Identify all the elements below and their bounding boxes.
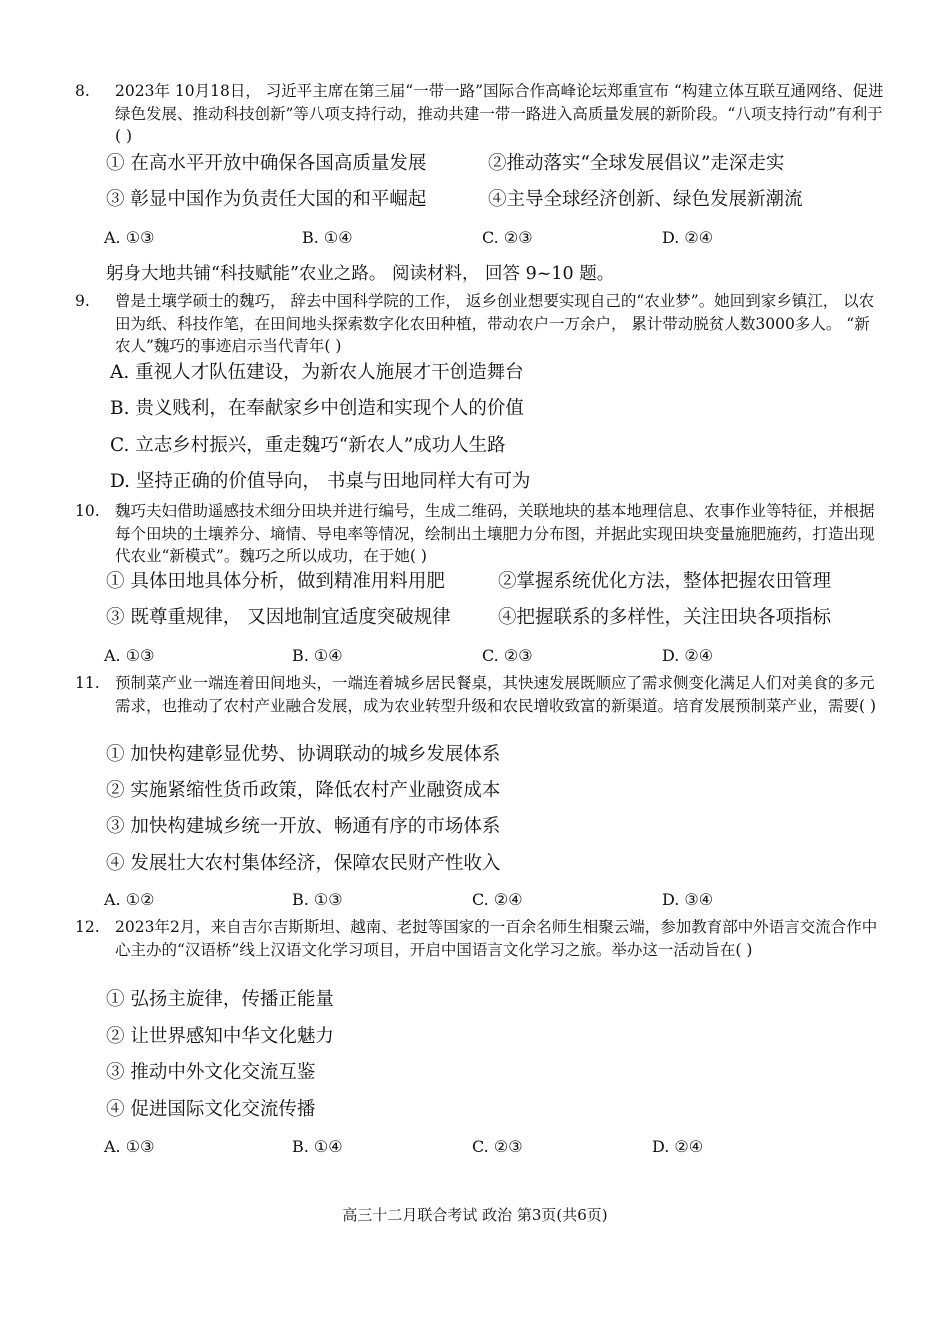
option-1: ① 具体田地具体分析，做到精准用料用肥 xyxy=(106,571,445,592)
question-number: 12. xyxy=(75,918,100,936)
answer-d: D. ③④ xyxy=(662,890,714,909)
option-4: ④ 促进国际文化交流传播 xyxy=(106,1099,316,1120)
option-1: ① 加快构建彰显优势、协调联动的城乡发展体系 xyxy=(106,744,501,765)
question-stem: 魏巧夫妇借助遥感技术细分田块并进行编号，生成二维码，关联地块的基本地理信息、农事作业等特征，并根据每个田块的土壤养分、墒情、导电率等情况，绘制出土壤肥力分布图，并据此实现田块变量施肥施药，打造出现代农业“新模式”。魏巧之所以成功，在于她( ) xyxy=(115,502,875,565)
material-intro: 躬身大地共铺“科技赋能”农业之路。 阅读材料， 回答 9~10 题。 xyxy=(106,264,615,284)
question-number: 11. xyxy=(75,674,100,692)
question-12 xyxy=(75,916,885,961)
question-8 xyxy=(75,80,885,148)
question-number: 8. xyxy=(75,82,90,100)
answer-b: B. ①④ xyxy=(302,228,353,247)
answer-c: C. ②③ xyxy=(482,228,533,247)
question-stem: 2023年 10月18日， 习近平主席在第三届“一带一路”国际合作高峰论坛郑重宣布 “构建立体互联互通网络、促进绿色发展、推动科技创新”等八项支持行动，推动共建一带一路进入高质量发展的新阶段。“八项支持行动”有利于( ) xyxy=(115,82,884,145)
question-stem: 曾是土壤学硕士的魏巧， 辞去中国科学院的工作， 返乡创业想要实现自己的“农业梦”。她回到家乡镇江， 以农田为纸、科技作笔，在田间地头探索数字化农田种植，带动农户一万余户， 累计带动脱贫人数3000多人。 “新农人”魏巧的事迹启示当代青年( ) xyxy=(115,292,875,355)
option-a: A. 重视人才队伍建设，为新农人施展才干创造舞台 xyxy=(110,362,524,383)
answer-c: C. ②③ xyxy=(472,1137,523,1156)
option-2: ②推动落实“全球发展倡议”走深走实 xyxy=(488,153,785,174)
option-1: ① 在高水平开放中确保各国高质量发展 xyxy=(106,153,427,174)
option-c: C. 立志乡村振兴，重走魏巧“新农人”成功人生路 xyxy=(110,435,506,456)
answer-c: C. ②③ xyxy=(482,646,533,665)
answer-b: B. ①④ xyxy=(292,646,343,665)
question-number: 10. xyxy=(75,502,100,520)
question-number: 9. xyxy=(75,292,90,310)
answer-d: D. ②④ xyxy=(662,228,714,247)
option-2: ② 让世界感知中华文化魅力 xyxy=(106,1026,334,1047)
question-10 xyxy=(75,500,885,568)
answer-a: A. ①③ xyxy=(104,1137,155,1156)
answer-a: A. ①③ xyxy=(104,646,155,665)
option-3: ③ 推动中外文化交流互鉴 xyxy=(106,1062,316,1083)
question-stem: 预制菜产业一端连着田间地头，一端连着城乡居民餐桌，其快速发展既顺应了需求侧变化满足人们对美食的多元需求，也推动了农村产业融合发展，成为农业转型升级和农民增收致富的新渠道。培育发展预制菜产业，需要( ) xyxy=(115,674,877,715)
option-3: ③ 既尊重规律， 又因地制宜适度突破规律 xyxy=(106,607,451,628)
option-3: ③ 加快构建城乡统一开放、畅通有序的市场体系 xyxy=(106,816,501,837)
option-4: ④主导全球经济创新、绿色发展新潮流 xyxy=(488,189,803,210)
answer-b: B. ①④ xyxy=(292,1137,343,1156)
question-9 xyxy=(75,290,885,358)
option-d: D. 坚持正确的价值导向， 书桌与田地同样大有可为 xyxy=(110,471,531,492)
option-2: ② 实施紧缩性货币政策，降低农村产业融资成本 xyxy=(106,780,501,801)
answer-a: A. ①② xyxy=(104,890,155,909)
answer-a: A. ①③ xyxy=(104,228,155,247)
question-stem: 2023年2月，来自吉尔吉斯斯坦、越南、老挝等国家的一百余名师生相聚云端，参加教育部中外语言交流合作中心主办的“汉语桥”线上汉语文化学习项目，开启中国语言文化学习之旅。举办这一活动旨在( ) xyxy=(115,918,878,959)
question-11 xyxy=(75,672,885,717)
page-footer: 高三十二月联合考试 政治 第3页(共6页) xyxy=(342,1206,608,1224)
option-1: ① 弘扬主旋律，传播正能量 xyxy=(106,989,334,1010)
answer-b: B. ①③ xyxy=(292,890,343,909)
option-3: ③ 彰显中国作为负责任大国的和平崛起 xyxy=(106,189,427,210)
answer-c: C. ②④ xyxy=(472,890,523,909)
answer-d: D. ②④ xyxy=(662,646,714,665)
option-2: ②掌握系统优化方法，整体把握农田管理 xyxy=(498,571,832,592)
option-4: ④把握联系的多样性，关注田块各项指标 xyxy=(498,607,832,628)
option-b: B. 贵义贱利，在奉献家乡中创造和实现个人的价值 xyxy=(110,398,524,419)
option-4: ④ 发展壮大农村集体经济，保障农民财产性收入 xyxy=(106,853,501,874)
answer-d: D. ②④ xyxy=(652,1137,704,1156)
